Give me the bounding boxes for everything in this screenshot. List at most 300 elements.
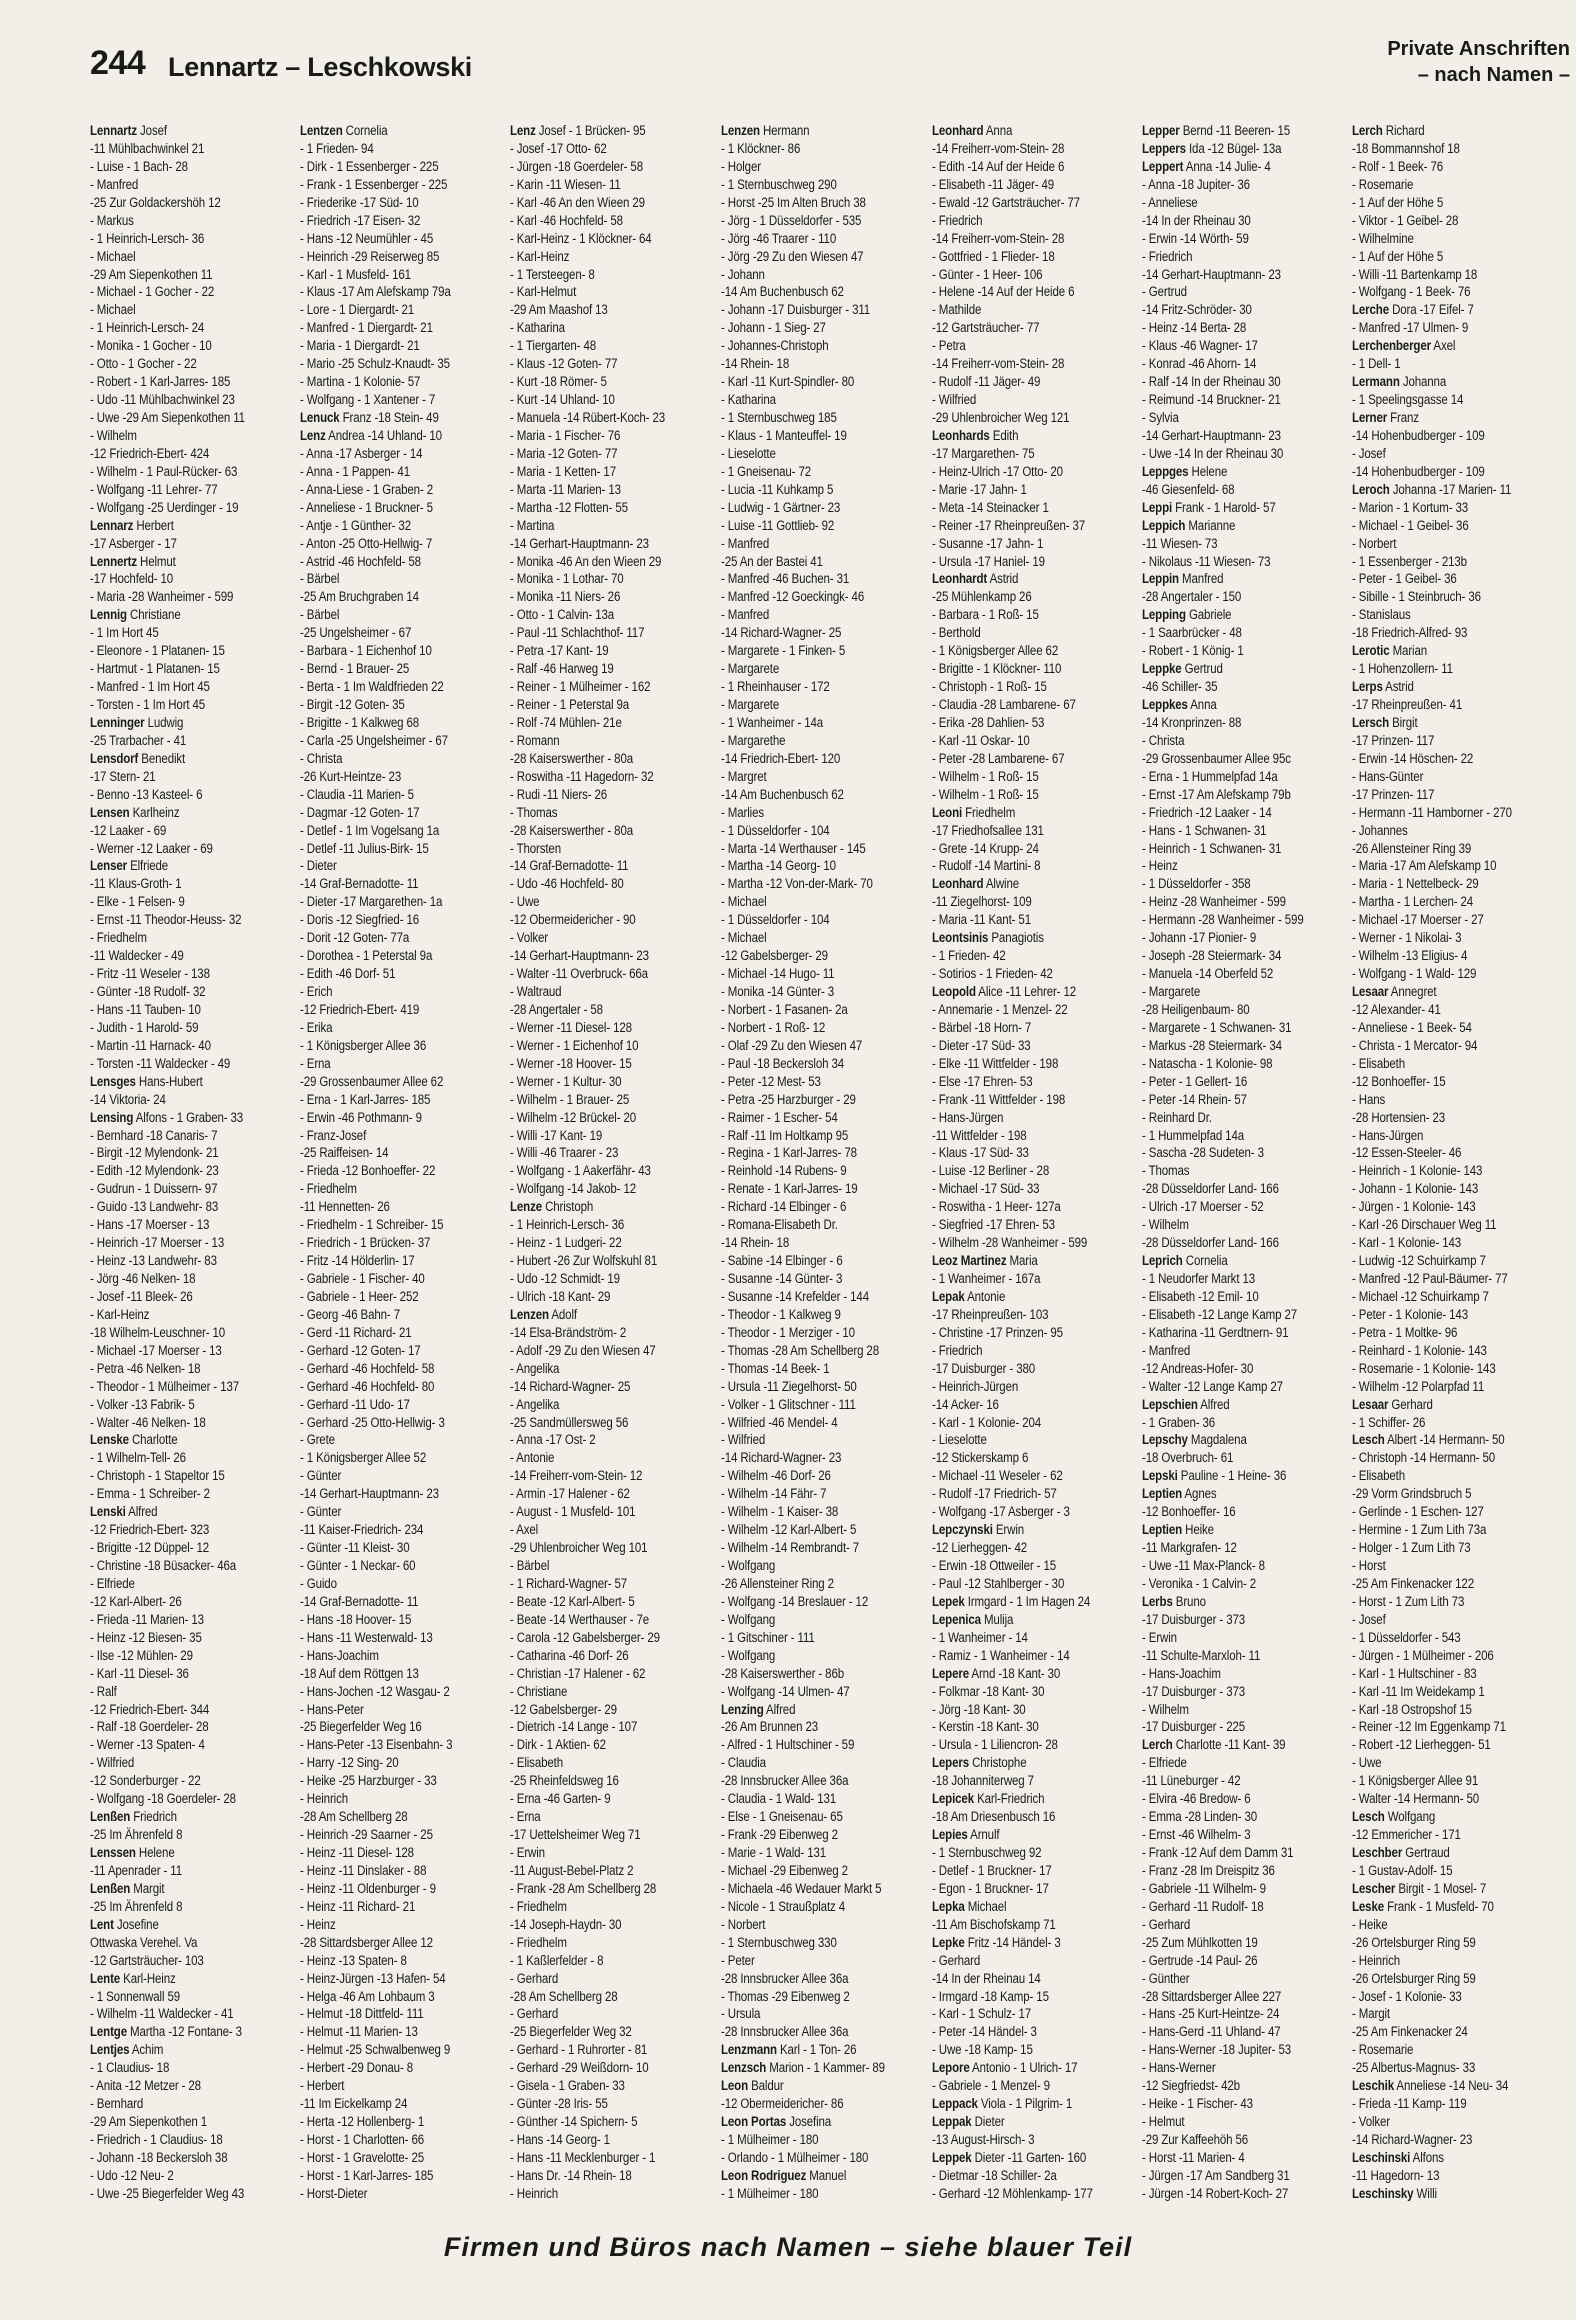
directory-entry: -17 Rheinpreußen- 41	[1352, 697, 1463, 712]
directory-entry: -11 Apenrader - 11	[90, 1862, 183, 1878]
directory-entry: - Veronika - 1 Calvin- 2	[1142, 1575, 1257, 1591]
directory-entry: - Reimund -14 Bruckner- 21	[1142, 392, 1281, 408]
directory-entry: - Werner -18 Hoover- 15	[510, 1055, 632, 1071]
directory-entry: - 1 Klöckner- 86	[721, 140, 801, 156]
directory-entry: - Folkmar -18 Kant- 30	[932, 1683, 1045, 1699]
directory-entry: Lenz Josef - 1 Brücken- 95	[510, 123, 646, 138]
directory-entry: - Gerhard	[510, 2006, 559, 2022]
directory-entry: - Walter -11 Overbruck- 66a	[510, 966, 648, 982]
directory-entry: - Manfred -17 Ulmen- 9	[1352, 320, 1469, 336]
directory-entry: - Kerstin -18 Kant- 30	[932, 1719, 1039, 1735]
surname: Lenske	[90, 1432, 129, 1448]
directory-entry: - Christiane	[510, 1683, 568, 1699]
directory-entry: - Wilhelm	[1142, 1217, 1189, 1233]
directory-entry: - Catharina -46 Dorf- 26	[510, 1647, 629, 1663]
directory-entry: - Elke -11 Wittfelder - 198	[932, 1055, 1059, 1071]
surname: Lennartz	[90, 123, 137, 138]
directory-entry	[721, 2203, 893, 2204]
directory-entry: - Peter	[721, 1952, 755, 1968]
directory-entry: - Walter -12 Lange Kamp 27	[1142, 1378, 1283, 1394]
directory-entry: - Heinz	[1142, 858, 1178, 874]
directory-entry: - Franz -28 Im Dreispitz 36	[1142, 1862, 1275, 1878]
surname: Lenzing	[721, 1701, 764, 1717]
directory-entry: - Thomas -28 Am Schellberg 28	[721, 1342, 879, 1358]
section-title	[1387, 36, 1570, 88]
surname: Lepers	[932, 1755, 969, 1771]
directory-entry: - Theodor - 1 Kalkweg 9	[721, 1306, 841, 1322]
directory-entry: - Frank -12 Auf dem Damm 31	[1142, 1845, 1294, 1860]
directory-entry: - Wilhelm -46 Dorf- 26	[721, 1468, 831, 1484]
surname: Lennig	[90, 607, 127, 623]
directory-entry: -18 Auf dem Röttgen 13	[300, 1665, 419, 1681]
directory-entry: - Gabriele -11 Wilhelm- 9	[1142, 1880, 1266, 1896]
directory-entry: - Wolfgang -25 Uerdinger - 19	[90, 499, 239, 515]
directory-entry: - Dieter -17 Margarethen- 1a	[300, 894, 443, 910]
directory-entry: - Erika	[300, 1019, 333, 1035]
directory-entry: - 1 Heinrich-Lersch- 36	[90, 230, 205, 246]
directory-entry: - Heinz -11 Richard- 21	[300, 1898, 416, 1914]
directory-entry: - Norbert	[721, 1916, 766, 1932]
directory-entry: - Ludwig - 1 Gärtner- 23	[721, 499, 841, 515]
directory-entry: - Dieter -17 Süd- 33	[932, 1037, 1031, 1053]
directory-entry: - Markus	[90, 212, 134, 228]
directory-entry: - Margret	[721, 768, 767, 784]
footer-note: Firmen und Büros nach Namen – siehe blauer Teil	[443, 2232, 1133, 2262]
surname: Lermann	[1352, 374, 1400, 390]
directory-entry: - Carola -12 Gabelsberger- 29	[510, 1629, 660, 1645]
directory-entry: Lepak Antonie	[932, 1288, 1006, 1304]
directory-entry: - 1 Richard-Wagner- 57	[510, 1575, 628, 1591]
surname: Lepschien	[1142, 1396, 1198, 1412]
directory-entry: - Marie - 1 Wald- 131	[721, 1845, 827, 1860]
directory-entry: -25 Am Finkenacker 122	[1352, 1575, 1474, 1591]
surname: Lenninger	[90, 714, 145, 730]
directory-entry: - Bärbel	[300, 607, 340, 623]
directory-entry: -29 Grossenbaumer Allee 95c	[1142, 750, 1291, 766]
directory-entry: - Maria - 1 Ketten- 17	[510, 463, 616, 479]
directory-entry: - Frieda -11 Kamp- 119	[1352, 2096, 1467, 2112]
directory-entry: -28 Kaiserswerther - 80a	[510, 750, 634, 766]
directory-entry: - Friedhelm	[90, 930, 147, 946]
surname: Leonhards	[932, 427, 990, 443]
directory-entry: - Gerhard -46 Hochfeld- 58	[300, 1360, 435, 1376]
directory-entry: - Peter -14 Rhein- 57	[1142, 1091, 1247, 1107]
surname: Lentge	[90, 2024, 127, 2040]
directory-entry: - Michaela -46 Wedauer Markt 5	[721, 1880, 882, 1896]
surname: Lerotic	[1352, 643, 1390, 659]
directory-entry: - Jürgen - 1 Kolonie- 143	[1352, 1199, 1476, 1215]
directory-entry: -28 Hortensien- 23	[1352, 1109, 1446, 1125]
directory-entry: - Dorothea - 1 Peterstal 9a	[300, 948, 433, 964]
directory-entry: - Manfred - 1 Diergardt- 21	[300, 320, 433, 336]
surname: Leptien	[1142, 1522, 1183, 1538]
directory-entry: - Irmgard -18 Kamp- 15	[932, 1988, 1049, 2004]
directory-entry: - Günter -11 Kleist- 30	[300, 1540, 410, 1556]
directory-column	[932, 122, 1104, 2204]
directory-entry: - Elisabeth	[1352, 1468, 1405, 1484]
directory-entry: -26 Ortelsburger Ring 59	[1352, 1934, 1476, 1950]
directory-entry: Lensges Hans-Hubert	[90, 1073, 203, 1089]
directory-entry: Lenßen Margit	[90, 1880, 165, 1896]
directory-entry: Lennig Christiane	[90, 607, 181, 623]
directory-entry: - Ursula -17 Haniel- 19	[932, 553, 1045, 569]
surname: Lennarz	[90, 517, 134, 533]
directory-entry: Leschik Anneliese -14 Neu- 34	[1352, 2078, 1509, 2094]
page-number: 244	[90, 44, 146, 82]
directory-entry: - Horst	[1352, 1558, 1386, 1573]
directory-entry: - Margarete	[721, 661, 780, 677]
directory-entry: Leppkes Anna	[1142, 697, 1217, 712]
directory-entry: Lenzsch Marion - 1 Kammer- 89	[721, 2060, 885, 2076]
directory-entry: - Erna	[300, 1055, 331, 1071]
directory-entry: - 1 Wilhelm-Tell- 26	[90, 1450, 186, 1466]
directory-entry: - Maria -12 Goten- 77	[510, 445, 618, 461]
directory-entry: -14 Graf-Bernadotte- 11	[510, 858, 629, 874]
directory-entry: - Heinz-Ulrich -17 Otto- 20	[932, 463, 1063, 479]
directory-entry: - 1 Neudorfer Markt 13	[1142, 1271, 1256, 1286]
directory-entry: - Jürgen -17 Am Sandberg 31	[1142, 2167, 1290, 2183]
directory-entry: - Wilhelm - 1 Kaiser- 38	[721, 1504, 839, 1520]
directory-entry: - Thomas	[1142, 1163, 1190, 1179]
directory-entry: - Rosemarie - 1 Kolonie- 143	[1352, 1360, 1496, 1376]
directory-entry: -12 Essen-Steeler- 46	[1352, 1145, 1462, 1161]
directory-entry: -14 Gerhart-Hauptmann- 23	[1142, 266, 1281, 282]
surname: Lerch	[1352, 123, 1383, 138]
directory-entry: -29 Uhlenbroicher Weg 121	[932, 410, 1070, 425]
directory-entry: - Friedrich	[932, 212, 983, 228]
directory-entry: - Herbert -29 Donau- 8	[300, 2060, 414, 2076]
directory-entry: - Heinrich - 1 Kolonie- 143	[1352, 1163, 1483, 1179]
directory-entry: - Werner - 1 Nikolai- 3	[1352, 930, 1462, 946]
directory-entry: - Susanne -14 Krefelder - 144	[721, 1288, 869, 1304]
directory-entry: - Karl - 1 Hultschiner - 83	[1352, 1665, 1477, 1681]
directory-entry: - Hans-Gerd -11 Uhland- 47	[1142, 2024, 1281, 2040]
directory-entry: -14 Rhein- 18	[721, 356, 790, 372]
directory-column	[1352, 122, 1524, 2204]
directory-entry: - Meta -14 Steinacker 1	[932, 499, 1049, 515]
directory-entry: -14 Am Buchenbusch 62	[721, 284, 844, 300]
directory-entry: -14 Fritz-Schröder- 30	[1142, 302, 1252, 318]
directory-entry: -17 Uettelsheimer Weg 71	[510, 1827, 641, 1843]
directory-entry: - Helmut -11 Marien- 13	[300, 2024, 418, 2040]
directory-entry: Leppek Dieter -11 Garten- 160	[932, 2149, 1087, 2165]
directory-entry: - Michael	[90, 248, 136, 264]
directory-entry: -28 Angertaler - 150	[1142, 589, 1242, 605]
directory-entry: Lepies Arnulf	[932, 1827, 1000, 1843]
directory-entry: Lenske Charlotte	[90, 1432, 178, 1448]
directory-entry: - Karl -46 An den Wieen 29	[510, 194, 645, 210]
directory-entry: Lermann Johanna	[1352, 374, 1447, 390]
directory-entry: Lennertz Helmut	[90, 553, 176, 569]
directory-column	[300, 122, 472, 2204]
directory-entry: - Wilhelmine	[1352, 230, 1414, 246]
directory-entry: - Konrad -46 Ahorn- 14	[1142, 356, 1257, 372]
directory-entry: - Horst-Dieter	[300, 2185, 368, 2201]
directory-entry: - Margit	[1352, 2006, 1391, 2022]
directory-entry: -12 Lierheggen- 42	[932, 1540, 1028, 1556]
directory-entry: - 1 Düsseldorfer - 543	[1352, 1629, 1461, 1645]
directory-entry: - Uwe -18 Kamp- 15	[932, 2042, 1033, 2058]
directory-entry: - Heinrich-Jürgen	[932, 1378, 1019, 1394]
directory-entry: - Petra -17 Kant- 19	[510, 643, 609, 659]
directory-entry: - Markus -28 Steiermark- 34	[1142, 1037, 1282, 1053]
directory-entry: Lepschien Alfred	[1142, 1396, 1230, 1412]
directory-entry: - Volker	[1352, 2114, 1391, 2130]
surname: Lerps	[1352, 679, 1383, 695]
surname: Lenzmann	[721, 2042, 777, 2058]
directory-entry: - Hans -14 Georg- 1	[510, 2132, 610, 2147]
directory-column	[721, 122, 893, 2204]
directory-entry: -11 Mühlbachwinkel 21	[90, 140, 205, 156]
directory-entry: - Heike -25 Harzburger - 33	[300, 1773, 437, 1789]
directory-entry: - Reinhard - 1 Kolonie- 143	[1352, 1342, 1487, 1358]
directory-entry: Lerchenberger Axel	[1352, 338, 1456, 354]
surname: Leske	[1352, 1898, 1385, 1914]
directory-entry: - Uwe -11 Max-Planck- 8	[1142, 1558, 1265, 1573]
directory-entry: - Guido -13 Landwehr- 83	[90, 1199, 219, 1215]
directory-entry: - Detlef - 1 Bruckner- 17	[932, 1862, 1052, 1878]
directory-entry: - Maria -28 Wanheimer - 599	[90, 589, 234, 605]
directory-entry: - Roswitha -11 Hagedorn- 32	[510, 768, 654, 784]
directory-entry: - Hans -11 Mecklenburger - 1	[510, 2149, 656, 2165]
directory-entry: - Otto - 1 Gocher - 22	[90, 356, 197, 372]
directory-entry: - Herta -12 Hollenberg- 1	[300, 2114, 425, 2130]
directory-entry: Lente Karl-Heinz	[90, 1970, 176, 1986]
directory-entry: - Reinhold -14 Rubens- 9	[721, 1163, 847, 1179]
directory-entry: - Gerhard -46 Hochfeld- 80	[300, 1378, 435, 1394]
directory-entry: - Maria - 1 Nettelbeck- 29	[1352, 876, 1479, 892]
directory-entry: - Horst - 1 Zum Lith 73	[1352, 1593, 1465, 1609]
directory-entry: - Karl -26 Dirschauer Weg 11	[1352, 1217, 1497, 1233]
directory-entry: - Michael -12 Schuirkamp 7	[1352, 1288, 1489, 1304]
directory-entry: - Walter -14 Hermann- 50	[1352, 1791, 1480, 1807]
directory-entry: - Angelika	[510, 1396, 560, 1412]
surname: Lerner	[1352, 410, 1388, 425]
directory-entry: - Detlef - 1 Im Vogelsang 1a	[300, 822, 440, 838]
directory-entry: Leske Frank - 1 Musfeld- 70	[1352, 1898, 1494, 1914]
directory-entry: - Hans-Jürgen	[932, 1109, 1004, 1125]
directory-entry: -26 Kurt-Heintze- 23	[300, 768, 402, 784]
directory-entry: - 1 Heinrich-Lersch- 24	[90, 320, 205, 336]
directory-entry: Lerche Dora -17 Eifel- 7	[1352, 302, 1474, 318]
surname: Lenz	[300, 427, 326, 443]
surname: Lepka	[932, 1898, 965, 1914]
directory-entry: - Margarete - 1 Finken- 5	[721, 643, 846, 659]
directory-entry: - Elvira -46 Bredow- 6	[1142, 1791, 1251, 1807]
directory-entry: - Thomas -29 Eibenweg 2	[721, 1988, 850, 2004]
directory-entry: -12 Laaker - 69	[90, 822, 167, 838]
directory-entry: Lepere Arnd -18 Kant- 30	[932, 1665, 1061, 1681]
directory-entry: - Karl -11 Kurt-Spindler- 80	[721, 374, 855, 390]
surname: Lenzen	[510, 1306, 549, 1322]
directory-entry: -12 Gabelsberger- 29	[510, 1701, 617, 1717]
directory-entry: - Elfriede	[1142, 1755, 1187, 1771]
directory-entry: - Bernd - 1 Brauer- 25	[300, 661, 410, 677]
directory-entry: - Heinrich -17 Moerser - 13	[90, 1235, 225, 1251]
directory-entry: -25 Raiffeisen- 14	[300, 1145, 389, 1161]
directory-entry: - Heinrich	[300, 1791, 348, 1807]
directory-entry: - Klaus -17 Süd- 33	[932, 1145, 1029, 1161]
surname: Lersch	[1352, 714, 1389, 730]
surname: Lerchenberger	[1352, 338, 1431, 354]
directory-entry: - Wilfried	[721, 1432, 766, 1448]
directory-entry: - Heinrich - 1 Schwanen- 31	[1142, 840, 1282, 856]
directory-entry: - Monika -11 Niers- 26	[510, 589, 621, 605]
directory-entry: - Udo -12 Neu- 2	[90, 2167, 174, 2183]
directory-entry: - Uwe -25 Biegerfelder Weg 43	[90, 2185, 245, 2201]
surname: Lepore	[932, 2060, 970, 2076]
directory-entry	[510, 2203, 682, 2204]
directory-entry: - Heike - 1 Fischer- 43	[1142, 2096, 1253, 2112]
directory-entry: - Norbert	[1352, 535, 1397, 551]
directory-entry: - Gerhard -12 Möhlenkamp- 177	[932, 2185, 1093, 2201]
directory-entry: - Claudia - 1 Wald- 131	[721, 1791, 837, 1807]
directory-entry: - Manfred	[1142, 1342, 1191, 1358]
directory-entry: - Karl - 1 Kolonie- 143	[1352, 1235, 1462, 1251]
directory-entry: -12 Bonhoeffer- 15	[1352, 1073, 1446, 1089]
directory-entry: - Bärbel -18 Horn- 7	[932, 1019, 1032, 1035]
section-title-line1: Private Anschriften	[1387, 38, 1570, 60]
directory-entry: - Gudrun - 1 Duissern- 97	[90, 1181, 218, 1197]
directory-entry: - Heinz -11 Dinslaker - 88	[300, 1862, 427, 1878]
directory-entry: - 1 Rheinhauser - 172	[721, 679, 830, 695]
surname: Lennertz	[90, 553, 137, 569]
directory-entry: -17 Duisburger - 225	[1142, 1719, 1246, 1735]
directory-entry: - Hans Dr. -14 Rhein- 18	[510, 2167, 632, 2183]
directory-entry: - Horst - 1 Karl-Jarres- 185	[300, 2167, 434, 2183]
directory-column	[1142, 122, 1314, 2204]
directory-entry: -29 Uhlenbroicher Weg 101	[510, 1540, 648, 1556]
directory-entry: - Jörg -29 Zu den Wiesen 47	[721, 248, 864, 264]
directory-entry: - Hermann -11 Hamborner - 270	[1352, 804, 1512, 820]
surname: Lenuck	[300, 410, 340, 425]
directory-entry: - Barbara - 1 Roß- 15	[932, 607, 1039, 623]
directory-entry: - Wilhelm -28 Wanheimer - 599	[932, 1235, 1088, 1251]
directory-entry: - Gerhard	[1142, 1916, 1191, 1932]
directory-entry: - Michael -17 Süd- 33	[932, 1181, 1040, 1197]
directory-entry: -14 Freiherr-vom-Stein- 28	[932, 140, 1065, 156]
directory-entry: - Friedrich - 1 Brücken- 37	[300, 1235, 431, 1251]
directory-entry: -28 Kaiserswerther - 80a	[510, 822, 634, 838]
directory-entry: - Gertrud	[1142, 284, 1187, 300]
directory-entry: - Wolfgang -18 Goerdeler- 28	[90, 1791, 236, 1807]
directory-entry: - Wolfgang	[721, 1558, 776, 1573]
directory-entry: - Judith - 1 Harold- 59	[90, 1019, 199, 1035]
directory-entry: -25 Ungelsheimer - 67	[300, 625, 412, 641]
directory-entry: - 1 Wanheimer - 14a	[721, 714, 824, 730]
directory-entry: - Volker -13 Fabrik- 5	[90, 1396, 195, 1412]
surname: Lentjes	[90, 2042, 130, 2058]
directory-entry: - Martha -12 Flotten- 55	[510, 499, 628, 515]
directory-entry: - 1 Speelingsgasse 14	[1352, 392, 1464, 408]
directory-entry: Lenser Elfriede	[90, 858, 169, 874]
directory-entry: - Claudia	[721, 1755, 766, 1771]
directory-entry: - Manuela -14 Oberfeld 52	[1142, 966, 1274, 982]
directory-entry: - 1 Dell- 1	[1352, 356, 1401, 372]
surname: Lepies	[932, 1827, 968, 1843]
directory-entry: - Hans-Günter	[1352, 768, 1424, 784]
directory-entry: Leonhards Edith	[932, 427, 1019, 443]
directory-entry: - Günter -28 Iris- 55	[510, 2096, 608, 2112]
directory-entry: - Helmut	[1142, 2114, 1185, 2130]
directory-entry: Lepschy Magdalena	[1142, 1432, 1247, 1448]
directory-columns	[90, 122, 1576, 2204]
directory-entry: - Paul -18 Beckersloh 34	[721, 1055, 845, 1071]
directory-entry: - Hans - 1 Schwanen- 31	[1142, 822, 1267, 838]
directory-entry: - Anna -17 Ost- 2	[510, 1432, 596, 1448]
directory-entry: -14 Richard-Wagner- 25	[510, 1378, 631, 1394]
directory-entry: -26 Allensteiner Ring 39	[1352, 840, 1472, 856]
directory-entry: - Marta -11 Marien- 13	[510, 481, 621, 497]
surname: Leonhard	[932, 123, 984, 138]
directory-entry: -28 Am Schellberg 28	[300, 1809, 408, 1825]
directory-entry: - Heinz -11 Oldenburger - 9	[300, 1880, 436, 1896]
directory-entry: - Antje - 1 Günther- 32	[300, 517, 411, 533]
directory-entry: - Anneliese - 1 Beek- 54	[1352, 1019, 1472, 1035]
directory-entry: - Wilhelm -14 Fähr- 7	[721, 1486, 827, 1502]
directory-entry: Leoz Martinez Maria	[932, 1253, 1038, 1269]
directory-entry: -25 Mühlenkamp 26	[932, 589, 1032, 605]
directory-entry: - Kurt -18 Römer- 5	[510, 374, 607, 390]
directory-entry: - Walter -46 Nelken- 18	[90, 1414, 206, 1430]
directory-entry: - Peter -28 Lambarene- 67	[932, 750, 1065, 766]
directory-entry: - Manuela -14 Rübert-Koch- 23	[510, 410, 666, 425]
directory-entry: - Erika -28 Dahlien- 53	[932, 714, 1045, 730]
directory-entry: - Bernhard -18 Canaris- 7	[90, 1127, 218, 1143]
page-header	[0, 0, 1576, 92]
directory-entry: Lepski Pauline - 1 Heine- 36	[1142, 1468, 1287, 1484]
directory-entry: Lenzen Adolf	[510, 1306, 577, 1322]
directory-entry: - Gerhard -11 Rudolf- 18	[1142, 1898, 1264, 1914]
directory-entry: - Karl -11 Oskar- 10	[932, 732, 1030, 748]
surname: Leppi	[1142, 499, 1173, 515]
directory-entry: Lennartz Josef	[90, 123, 167, 138]
directory-entry: - Anna -17 Asberger - 14	[300, 445, 423, 461]
directory-entry: - 1 Graben- 36	[1142, 1414, 1216, 1430]
directory-entry: Lepek Irmgard - 1 Im Hagen 24	[932, 1593, 1091, 1609]
directory-entry: - Otto - 1 Calvin- 13a	[510, 607, 615, 623]
directory-entry: - Uwe -14 In der Rheinau 30	[1142, 445, 1284, 461]
directory-entry: -14 Richard-Wagner- 23	[1352, 2132, 1473, 2147]
directory-entry: Lesch Wolfgang	[1352, 1809, 1436, 1825]
directory-entry: -18 Johanniterweg 7	[932, 1773, 1034, 1789]
directory-entry: - Gerhard - 1 Ruhrorter - 81	[510, 2042, 648, 2058]
directory-entry: -18 Bommannshof 18	[1352, 140, 1460, 156]
directory-entry: - Frank -28 Am Schellberg 28	[510, 1880, 657, 1896]
directory-entry: - Nikolaus -11 Wiesen- 73	[1142, 553, 1271, 569]
directory-entry: - Reiner -12 Im Eggenkamp 71	[1352, 1719, 1506, 1735]
directory-entry: - Günter - 1 Heer- 106	[932, 266, 1043, 282]
directory-entry: - Gerhard	[510, 1970, 559, 1986]
directory-entry: - Susanne -14 Günter- 3	[721, 1271, 843, 1286]
directory-entry: -14 Graf-Bernadotte- 11	[300, 1593, 419, 1609]
directory-entry: - Heinz	[300, 1916, 336, 1932]
directory-entry: - Roswitha - 1 Heer- 127a	[932, 1199, 1061, 1215]
directory-entry: - Horst -11 Marien- 4	[1142, 2149, 1245, 2165]
directory-entry: -17 Hochfeld- 10	[90, 571, 174, 587]
directory-entry: - Wilhelm -12 Polarpfad 11	[1352, 1378, 1485, 1394]
directory-entry: - 1 Königsberger Allee 52	[300, 1450, 427, 1466]
directory-entry: - Hartmut - 1 Platanen- 15	[90, 661, 220, 677]
directory-entry: -17 Margarethen- 75	[932, 445, 1035, 461]
directory-entry: - Margarete	[1142, 984, 1201, 999]
surname: Leppges	[1142, 463, 1189, 479]
directory-entry: - Michael -17 Moerser - 13	[90, 1342, 222, 1358]
directory-entry: - 1 Wanheimer - 14	[932, 1629, 1028, 1645]
directory-entry: - Brigitte - 1 Kalkweg 68	[300, 714, 420, 730]
directory-entry: -29 Am Maashof 13	[510, 302, 608, 318]
directory-entry: - Michael	[90, 302, 136, 318]
